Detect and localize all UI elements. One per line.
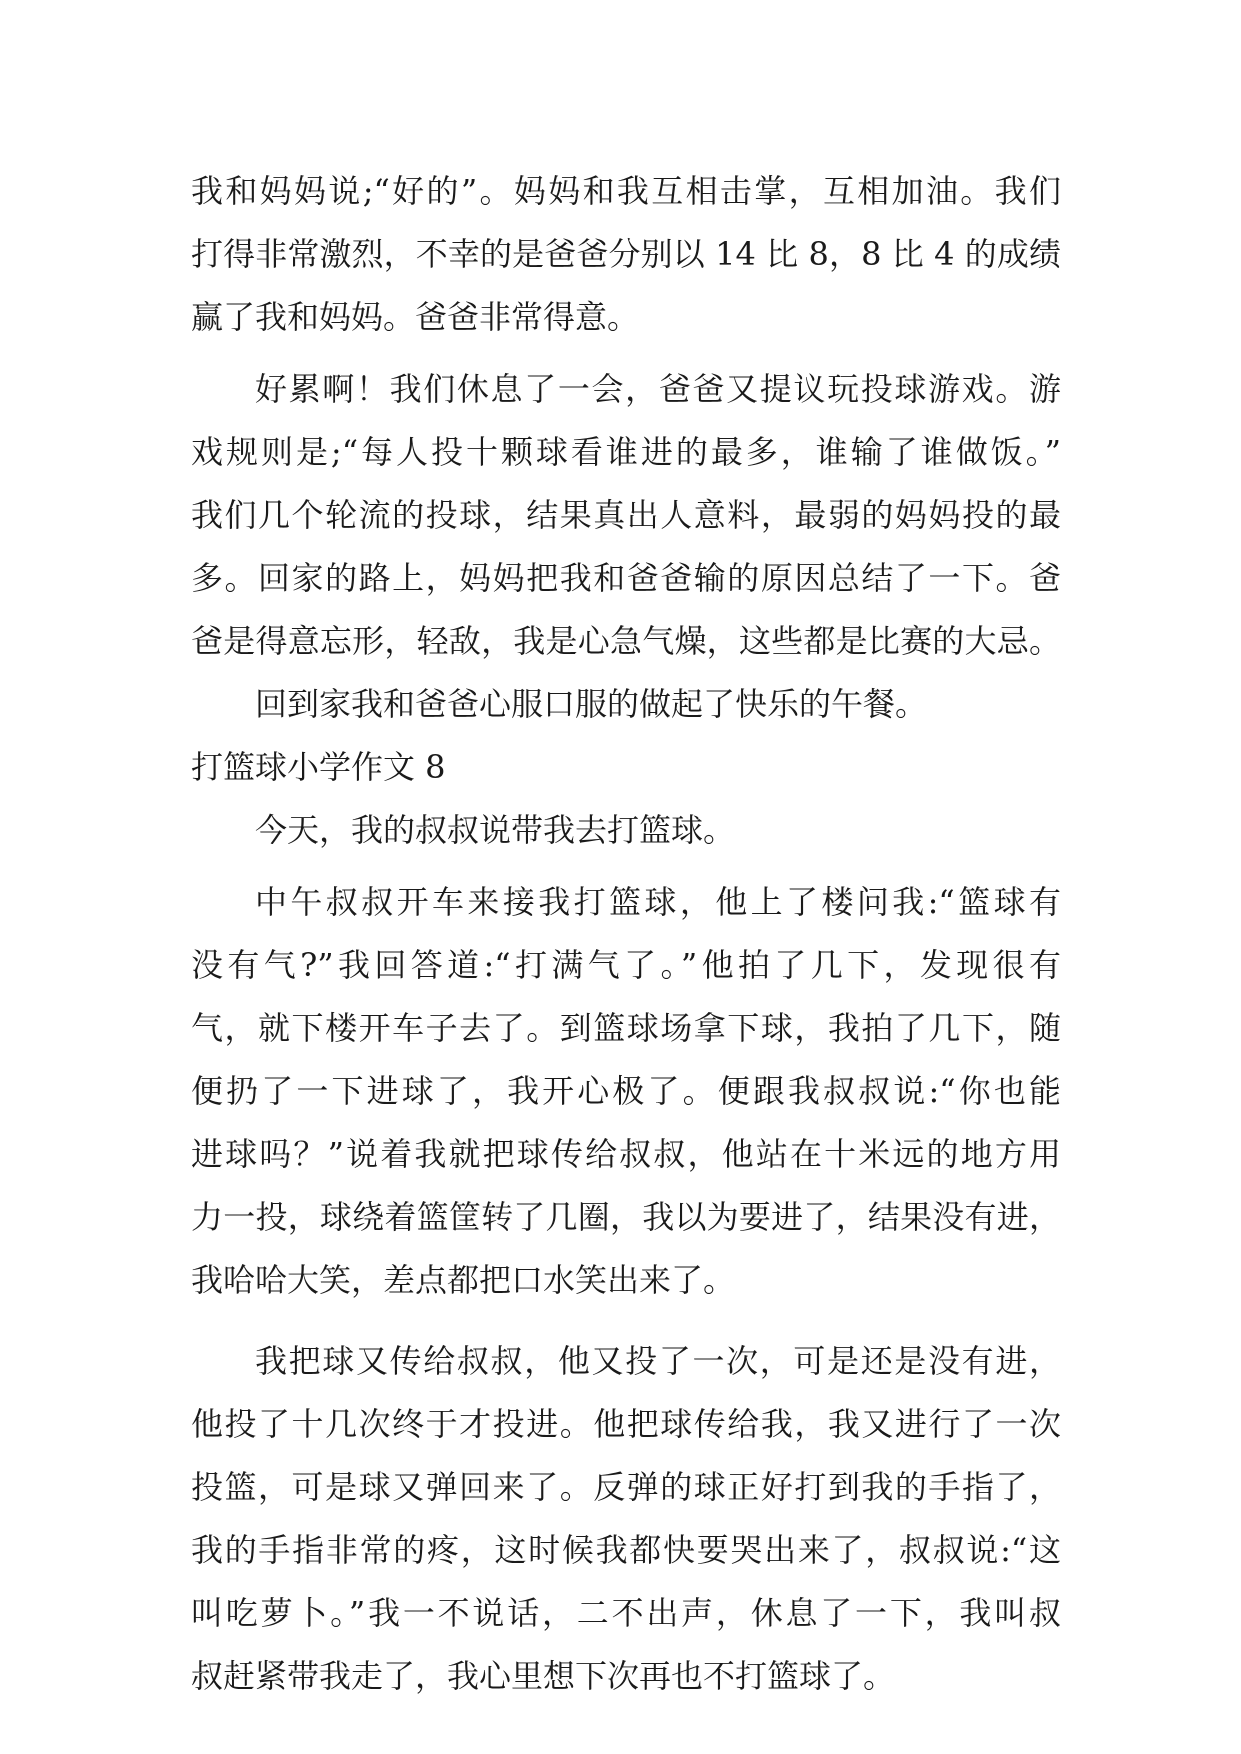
text-line: 打得非常激烈，不幸的是爸爸分别以 14 比 8，8 比 4 的成绩	[191, 235, 1061, 273]
paragraph-first-line: 我把球又传给叔叔，他又投了一次，可是还是没有进，	[255, 1342, 1061, 1380]
text-line: 投篮，可是球又弹回来了。反弹的球正好打到我的手指了，	[191, 1468, 1061, 1506]
paragraph-first-line: 今天，我的叔叔说带我去打篮球。	[255, 811, 736, 849]
text-line: 他投了十几次终于才投进。他把球传给我，我又进行了一次	[191, 1405, 1061, 1443]
text-line: 我的手指非常的疼，这时候我都快要哭出来了，叔叔说:“这	[191, 1531, 1061, 1569]
paragraph-first-line: 中午叔叔开车来接我打篮球，他上了楼问我:“篮球有	[255, 883, 1061, 921]
text-line: 我们几个轮流的投球，结果真出人意料，最弱的妈妈投的最	[191, 496, 1061, 534]
paragraph-first-line: 回到家我和爸爸心服口服的做起了快乐的午餐。	[255, 685, 928, 723]
text-line: 力一投，球绕着篮筐转了几圈，我以为要进了，结果没有进，	[191, 1198, 1061, 1236]
text-line: 叫吃萝卜。”我一不说话，二不出声，休息了一下，我叫叔	[191, 1594, 1061, 1632]
text-line: 气，就下楼开车子去了。到篮球场拿下球，我拍了几下，随	[191, 1009, 1061, 1047]
text-line: 叔赶紧带我走了，我心里想下次再也不打篮球了。	[191, 1657, 896, 1695]
text-line: 我和妈妈说;“好的”。妈妈和我互相击掌，互相加油。我们	[191, 172, 1061, 210]
essay-body	[191, 160, 1061, 1708]
paragraph-first-line: 好累啊！我们休息了一会，爸爸又提议玩投球游戏。游	[255, 370, 1061, 408]
text-line: 多。回家的路上，妈妈把我和爸爸输的原因总结了一下。爸	[191, 559, 1061, 597]
text-line: 赢了我和妈妈。爸爸非常得意。	[191, 298, 640, 336]
text-line: 进球吗？”说着我就把球传给叔叔，他站在十米远的地方用	[191, 1135, 1061, 1173]
text-line: 没有气?”我回答道:“打满气了。”他拍了几下，发现很有	[191, 946, 1061, 984]
section-heading: 打篮球小学作文 8	[191, 748, 446, 786]
text-line: 我哈哈大笑，差点都把口水笑出来了。	[191, 1261, 736, 1299]
text-line: 戏规则是;“每人投十颗球看谁进的最多，谁输了谁做饭。”	[191, 433, 1061, 471]
text-line: 爸是得意忘形，轻敌，我是心急气燥，这些都是比赛的大忌。	[191, 622, 1061, 660]
text-line: 便扔了一下进球了，我开心极了。便跟我叔叔说:“你也能	[191, 1072, 1061, 1110]
